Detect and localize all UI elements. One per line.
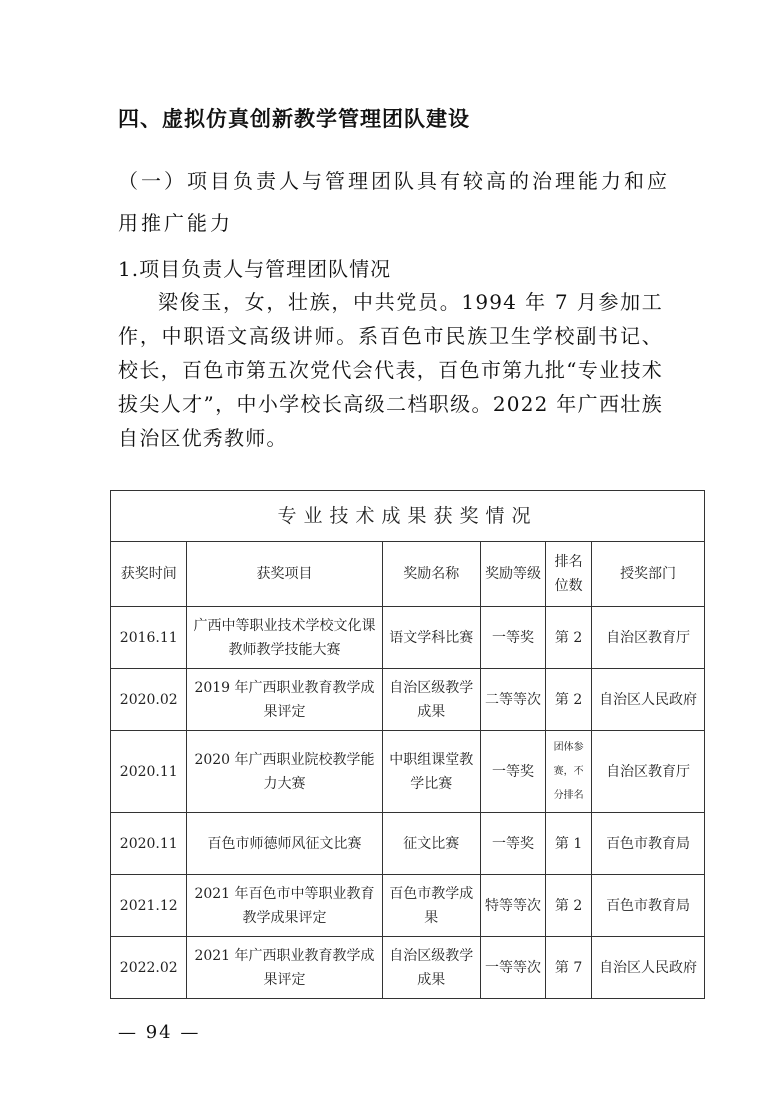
table-row — [111, 813, 705, 875]
cell-dept: 自治区教育厅 — [592, 607, 705, 669]
cell-dept: 自治区人民政府 — [592, 669, 705, 731]
table-row — [111, 669, 705, 731]
cell-award-name: 语文学科比赛 — [382, 607, 480, 669]
cell-date: 2020.11 — [111, 813, 187, 875]
cell-rank: 第 2 — [546, 669, 592, 731]
cell-award-name: 征文比赛 — [382, 813, 480, 875]
cell-dept: 百色市教育局 — [592, 875, 705, 937]
cell-level: 特等等次 — [481, 875, 546, 937]
cell-level: 一等奖 — [481, 607, 546, 669]
cell-award-name: 中职组课堂教学比赛 — [382, 731, 480, 813]
cell-rank: 第 2 — [546, 607, 592, 669]
table-row — [111, 731, 705, 813]
cell-rank: 第 2 — [546, 875, 592, 937]
cell-date: 2022.02 — [111, 937, 187, 999]
header-rank: 排名位数 — [546, 542, 592, 607]
cell-award-name: 百色市教学成果 — [382, 875, 480, 937]
cell-date: 2020.02 — [111, 669, 187, 731]
cell-dept: 百色市教育局 — [592, 813, 705, 875]
cell-item: 2021 年百色市中等职业教育教学成果评定 — [187, 875, 382, 937]
cell-item: 广西中等职业技术学校文化课教师教学技能大赛 — [187, 607, 382, 669]
section-heading: 四、虚拟仿真创新教学管理团队建设 — [118, 107, 470, 131]
subsection-heading: （一）项目负责人与管理团队具有较高的治理能力和应用推广能力 — [118, 169, 670, 235]
cell-date: 2020.11 — [111, 731, 187, 813]
table-row — [111, 607, 705, 669]
cell-level: 一等奖 — [481, 731, 546, 813]
cell-item: 2021 年广西职业教育教学成果评定 — [187, 937, 382, 999]
cell-rank: 第 7 — [546, 937, 592, 999]
cell-item: 百色市师德师风征文比赛 — [187, 813, 382, 875]
header-award-name: 奖励名称 — [382, 542, 480, 607]
awards-table — [110, 490, 705, 999]
cell-rank: 团体参赛，不分排名 — [546, 731, 592, 813]
cell-award-name: 自治区级教学成果 — [382, 937, 480, 999]
cell-award-name: 自治区级教学成果 — [382, 669, 480, 731]
cell-dept: 自治区人民政府 — [592, 937, 705, 999]
cell-dept: 自治区教育厅 — [592, 731, 705, 813]
bio-paragraph: 梁俊玉，女，壮族，中共党员。1994 年 7 月参加工作，中职语文高级讲师。系百色市民族卫生学校副书记、校长，百色市第五次党代会代表，百色市第九批“专业技术拔尖人才”，中小学校长高级二档职级。2022 年广西壮族自治区优秀教师。 — [118, 290, 663, 450]
cell-date: 2021.12 — [111, 875, 187, 937]
item-title: 1.项目负责人与管理团队情况 — [118, 257, 392, 281]
cell-date: 2016.11 — [111, 607, 187, 669]
table-title: 专业技术成果获奖情况 — [111, 491, 705, 542]
cell-item: 2020 年广西职业院校教学能力大赛 — [187, 731, 382, 813]
header-dept: 授奖部门 — [592, 542, 705, 607]
header-date: 获奖时间 — [111, 542, 187, 607]
cell-level: 一等奖 — [481, 813, 546, 875]
cell-rank: 第 1 — [546, 813, 592, 875]
cell-level: 二等等次 — [481, 669, 546, 731]
header-level: 奖励等级 — [481, 542, 546, 607]
table-row — [111, 875, 705, 937]
cell-level: 一等等次 — [481, 937, 546, 999]
table-header-row — [111, 542, 705, 607]
header-item: 获奖项目 — [187, 542, 382, 607]
page-number: — 94 — — [118, 1022, 201, 1043]
table-row — [111, 937, 705, 999]
cell-item: 2019 年广西职业教育教学成果评定 — [187, 669, 382, 731]
